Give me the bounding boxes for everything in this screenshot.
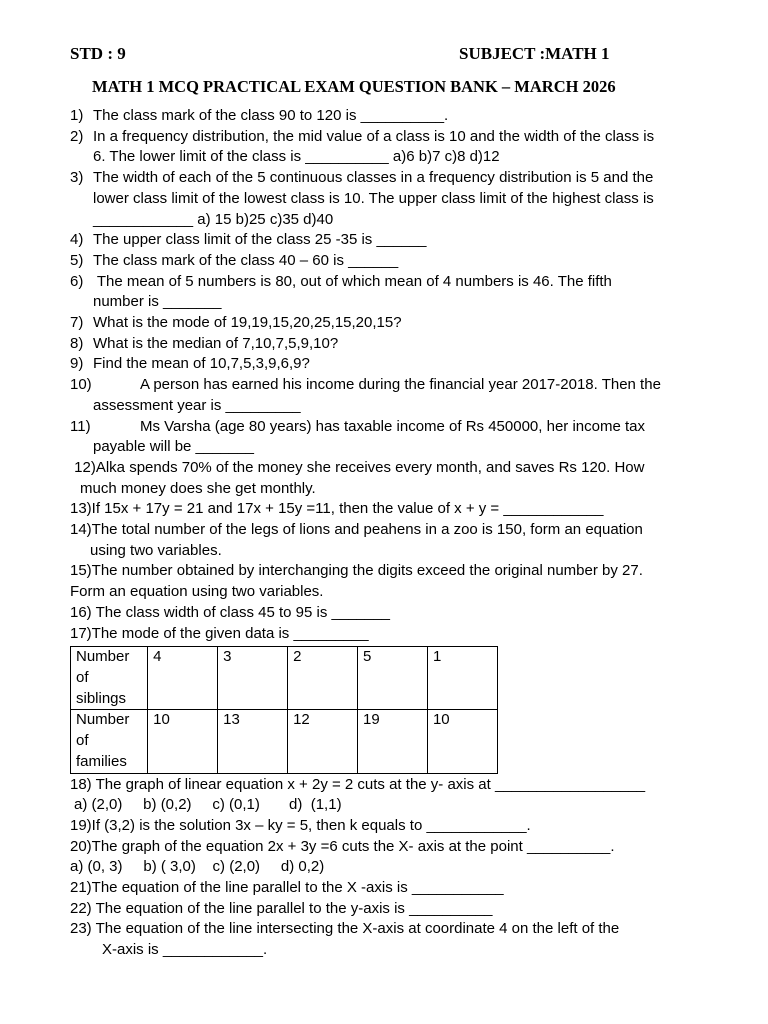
question-11 (70, 417, 720, 458)
table-cell: 1 (427, 647, 497, 710)
question-6 (70, 272, 720, 313)
table-cell: 19 (358, 710, 428, 773)
question-text-line: A person has earned his income during the financial year 2017-2018. Then the (140, 376, 661, 394)
question-16 (70, 603, 720, 624)
table-cell: 10 (148, 710, 218, 773)
question-number: 5) (70, 251, 84, 269)
question-number: 11) (70, 417, 91, 435)
table-row-header (71, 710, 148, 773)
question-number: 2) (70, 127, 84, 145)
question-text-line: 14)The total number of the legs of lions and peahens in a zoo is 150, form an equation (70, 521, 643, 539)
table-cell: 10 (427, 710, 497, 773)
question-8 (70, 334, 720, 355)
question-text-line: X-axis is ____________. (102, 941, 268, 959)
question-number: 9) (70, 355, 84, 373)
question-number: 3) (70, 169, 84, 187)
question-number: 6) (70, 272, 84, 290)
question-text-line: Ms Varsha (age 80 years) has taxable income of Rs 450000, her income tax (140, 417, 645, 435)
question-text-line: In a frequency distribution, the mid value of a class is 10 and the width of the class is (93, 127, 655, 145)
question-21 (70, 878, 720, 899)
question-text: 19)If (3,2) is the solution 3x – ky = 5, then k equals to ____________. (70, 816, 531, 834)
question-text: 22) The equation of the line parallel to the y-axis is __________ (70, 899, 493, 917)
table-header-line: Number (76, 648, 130, 666)
question-19 (70, 816, 720, 837)
table-header-line: siblings (76, 689, 127, 707)
table-header-line: Number (76, 711, 130, 729)
question-options: a) (0, 3) b) ( 3,0) c) (2,0) d) 0,2) (70, 858, 325, 876)
question-10 (70, 375, 720, 416)
question-4 (70, 230, 720, 251)
question-text-line: payable will be _______ (93, 438, 254, 456)
question-text: 16) The class width of class 45 to 95 is _______ (70, 603, 390, 621)
question-text-line: number is _______ (93, 293, 222, 311)
question-9 (70, 354, 720, 375)
question-number: 8) (70, 334, 84, 352)
question-23 (70, 919, 720, 960)
question-18 (70, 775, 720, 816)
question-2 (70, 127, 720, 168)
std-label: STD : 9 (70, 44, 126, 63)
question-5 (70, 251, 720, 272)
question-number: 7) (70, 314, 84, 332)
question-text-line: Form an equation using two variables. (70, 583, 324, 601)
question-text-line: 18) The graph of linear equation x + 2y = 2 cuts at the y- axis at __________________ (70, 775, 646, 793)
table-header-line: of (76, 732, 89, 750)
table-cell: 3 (218, 647, 288, 710)
question-number: 10) (70, 376, 92, 394)
table-cell: 13 (218, 710, 288, 773)
question-number: 4) (70, 231, 84, 249)
question-text: The class mark of the class 40 – 60 is ______ (93, 251, 399, 269)
question-text-line: The width of each of the 5 continuous classes in a frequency distribution is 5 and the (93, 169, 654, 187)
question-14 (70, 520, 720, 561)
subject-label: SUBJECT :MATH 1 (459, 44, 610, 63)
question-text-line: 12)Alka spends 70% of the money she receives every month, and saves Rs 120. How (70, 458, 645, 476)
question-text-line: 23) The equation of the line intersecting the X-axis at coordinate 4 on the left of the (70, 920, 620, 938)
siblings-data-table (70, 646, 498, 773)
question-15 (70, 561, 720, 602)
question-13 (70, 499, 720, 520)
question-20 (70, 837, 720, 878)
table-row (71, 647, 498, 710)
table-row (71, 710, 498, 773)
question-text: What is the mode of 19,19,15,20,25,15,20,15? (93, 314, 402, 332)
table-cell: 5 (358, 647, 428, 710)
question-text: The upper class limit of the class 25 -35 is ______ (93, 231, 427, 249)
question-text-line: lower class limit of the lowest class is 10. The upper class limit of the highest class is (93, 189, 654, 207)
question-text: The class mark of the class 90 to 120 is __________. (93, 107, 449, 124)
table-cell: 4 (148, 647, 218, 710)
question-text: What is the median of 7,10,7,5,9,10? (93, 334, 339, 352)
question-17 (70, 624, 720, 645)
question-text-line: 15)The number obtained by interchanging the digits exceed the original number by 27. (70, 562, 643, 580)
question-text-line: 6. The lower limit of the class is __________ a)6 b)7 c)8 d)12 (93, 148, 500, 166)
document-title: MATH 1 MCQ PRACTICAL EXAM QUESTION BANK – MARCH 2026 (92, 77, 616, 96)
question-text: Find the mean of 10,7,5,3,9,6,9? (93, 355, 310, 373)
question-text-line: assessment year is _________ (93, 396, 301, 414)
question-22 (70, 899, 720, 920)
table-header-line: families (76, 752, 127, 770)
question-text-line: 20)The graph of the equation 2x + 3y =6 cuts the X- axis at the point __________. (70, 837, 615, 855)
question-list (70, 106, 720, 961)
question-text-line: The mean of 5 numbers is 80, out of which mean of 4 numbers is 46. The fifth (93, 272, 612, 290)
question-text-line: ____________ a) 15 b)25 c)35 d)40 (93, 210, 334, 228)
question-text-line: much money does she get monthly. (80, 479, 316, 497)
question-12 (70, 458, 720, 499)
table-header-line: of (76, 668, 89, 686)
question-text: 21)The equation of the line parallel to the X -axis is ___________ (70, 879, 504, 897)
question-text: 17)The mode of the given data is _________ (70, 624, 369, 642)
question-text-line: using two variables. (90, 541, 222, 559)
question-3 (70, 168, 720, 230)
table-cell: 12 (288, 710, 358, 773)
question-7 (70, 313, 720, 334)
table-cell: 2 (288, 647, 358, 710)
question-number: 1) (70, 107, 84, 124)
table-row-header (71, 647, 148, 710)
question-text: 13)If 15x + 17y = 21 and 17x + 15y =11, then the value of x + y = ____________ (70, 500, 604, 518)
question-1 (70, 106, 720, 127)
question-options: a) (2,0) b) (0,2) c) (0,1) d) (1,1) (74, 796, 342, 814)
